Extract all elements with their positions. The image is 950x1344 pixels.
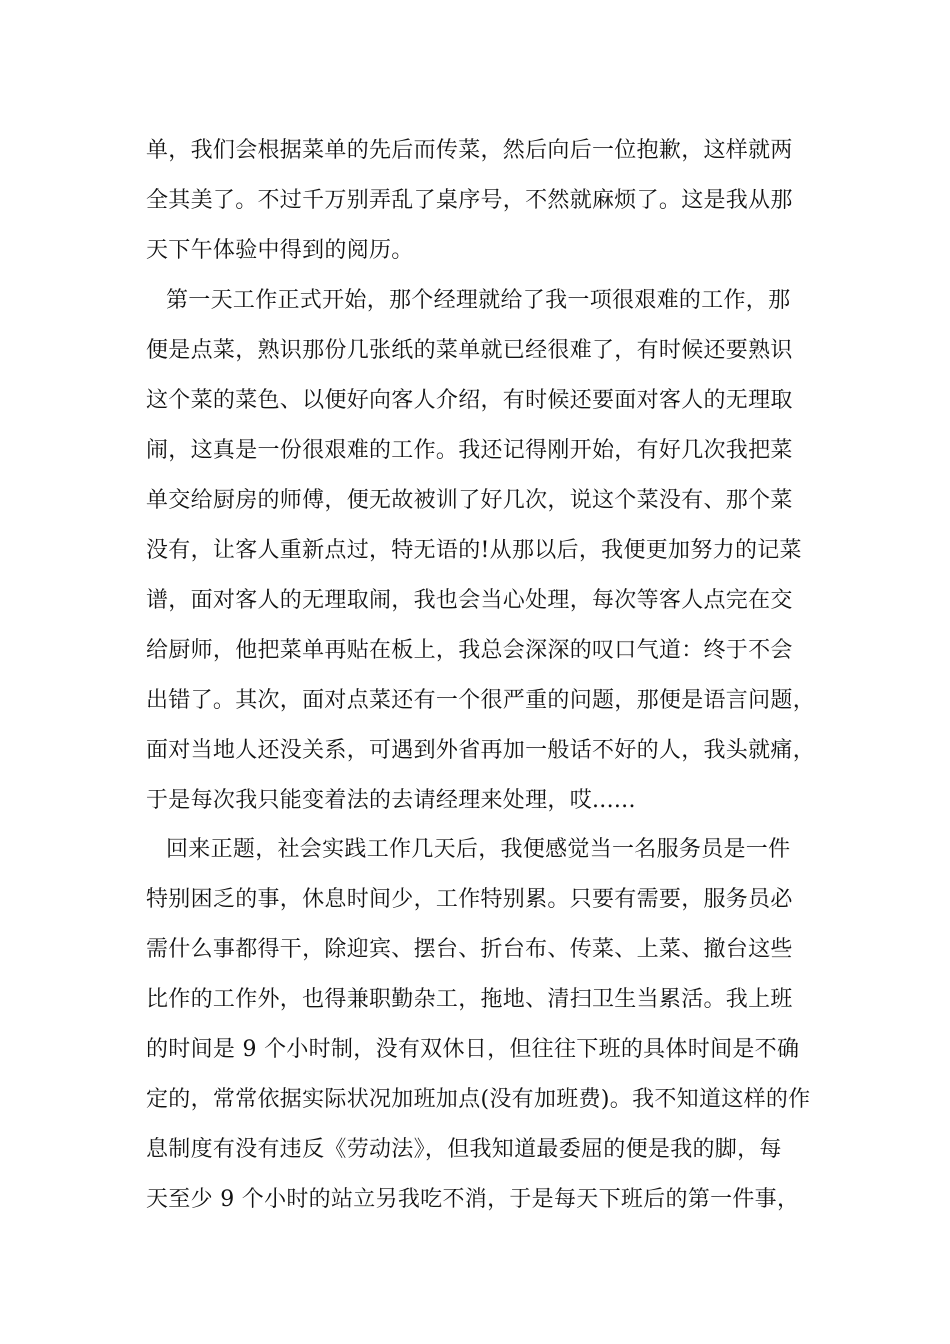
text-line: 闹，这真是一份很艰难的工作。我还记得刚开始，有好几次我把菜 <box>146 438 793 463</box>
text-line: 单交给厨房的师傅，便无故被训了好几次，说这个菜没有、那个菜 <box>146 488 793 513</box>
text-line: 出错了。其次，面对点菜还有一个很严重的问题，那便是语言问题， <box>146 688 816 713</box>
text-line: 定的，常常依据实际状况加班加点(没有加班费)。我不知道这样的作 <box>146 1087 811 1112</box>
text-line: 面对当地人还没关系，可遇到外省再加一般话不好的人，我头就痛， <box>146 738 816 763</box>
text-line: 息制度有没有违反《劳动法》，但我知道最委屈的便是我的脚，每 <box>146 1137 782 1162</box>
text-line: 全其美了。不过千万别弄乱了桌序号，不然就麻烦了。这是我从那 <box>146 188 793 213</box>
text-line: 单，我们会根据菜单的先后而传菜，然后向后一位抱歉，这样就两 <box>146 138 793 163</box>
text-line: 天至少 9 个小时的站立另我吃不消，于是每天下班后的第一件事， <box>146 1187 800 1212</box>
text-line: 这个菜的菜色、以便好向客人介绍，有时候还要面对客人的无理取 <box>146 388 793 413</box>
text-line: 需什么事都得干，除迎宾、摆台、折台布、传菜、上菜、撤台这些 <box>146 937 793 962</box>
text-line: 给厨师，他把菜单再贴在板上，我总会深深的叹口气道：终于不会 <box>146 638 793 663</box>
text-line: 比作的工作外，也得兼职勤杂工，拖地、清扫卫生当累活。我上班 <box>146 987 793 1012</box>
text-line: 便是点菜，熟识那份几张纸的菜单就已经很难了，有时候还要熟识 <box>146 338 793 363</box>
paragraph-first-line: 第一天工作正式开始，那个经理就给了我一项很艰难的工作，那 <box>166 288 791 313</box>
text-line: 的时间是 9 个小时制，没有双休日，但往往下班的具体时间是不确 <box>146 1037 800 1062</box>
text-line: 谱，面对客人的无理取闹，我也会当心处理，每次等客人点完在交 <box>146 588 793 613</box>
text-line: 没有，让客人重新点过，特无语的!从那以后，我便更加努力的记菜 <box>146 538 802 563</box>
text-line: 天下午体验中得到的阅历。 <box>146 238 414 263</box>
text-line: 特别困乏的事，休息时间少，工作特别累。只要有需要，服务员必 <box>146 887 793 912</box>
paragraph-first-line: 回来正题，社会实践工作几天后，我便感觉当一名服务员是一件 <box>166 837 791 862</box>
text-line: 于是每次我只能变着法的去请经理来处理，哎...... <box>146 788 636 813</box>
